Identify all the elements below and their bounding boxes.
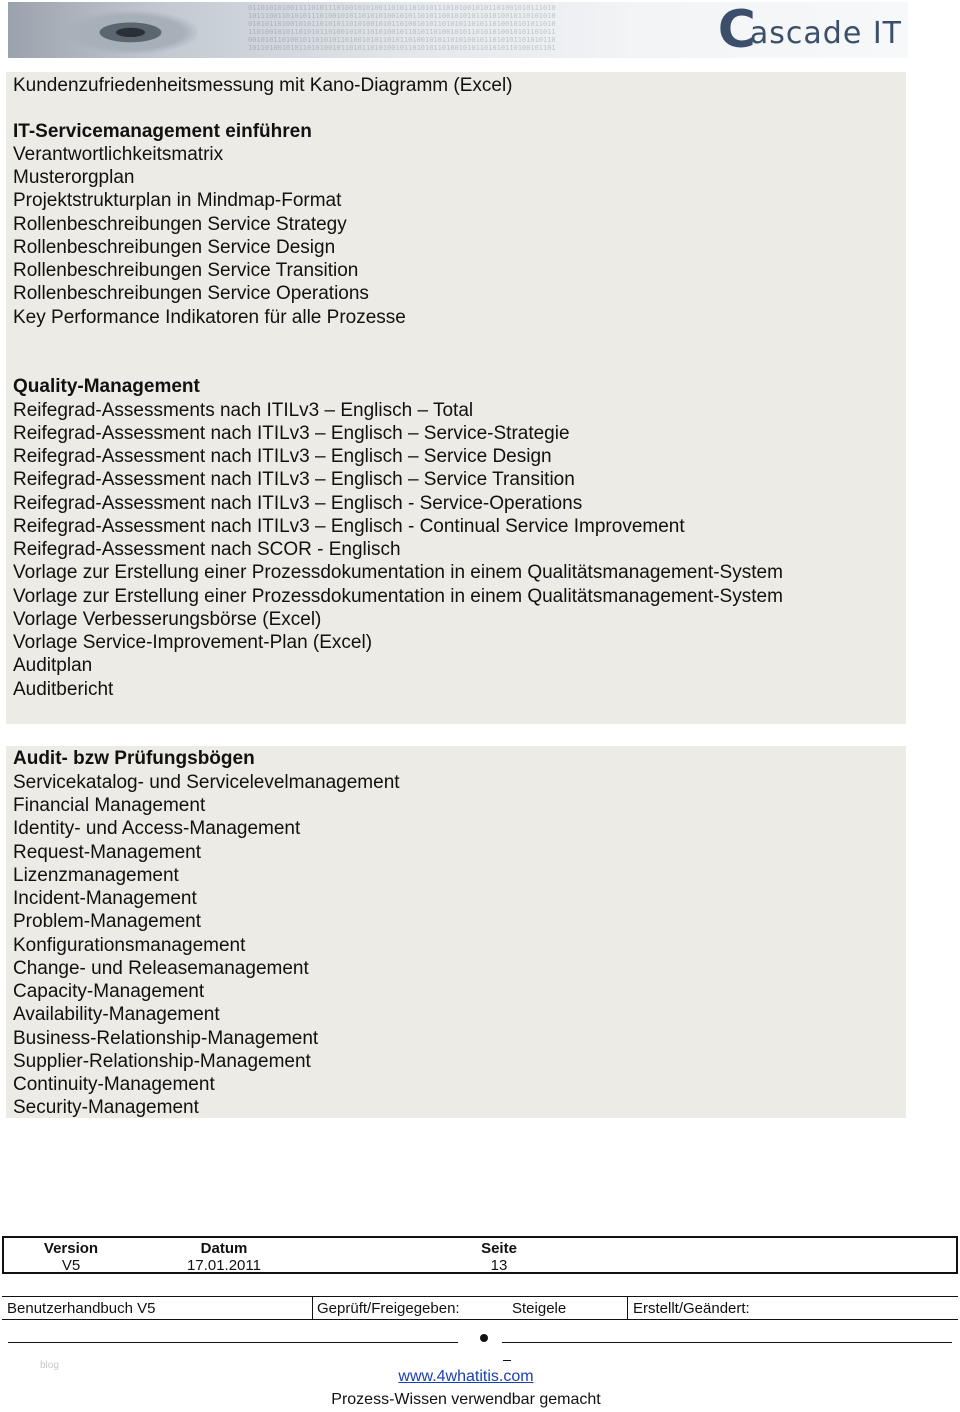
binary-pattern: 0110101010011110101110100101010011010110101011101010010101101001010111010 1011100110101011101001010110101010010101101011001010101101010010110101010 0101011010010101101010110101001010110100101011010101101011010010101011010 1101001010110101011010010101101010010110101101001010110101010010101101011 0010101101001011010101101001010110101101001010110101001011010101101010110 1011010010101101010010110101101010010110101011010010101101010110100101101 xyxy=(248,4,556,52)
doc-line: Continuity-Management xyxy=(13,1074,215,1095)
footer-slogan: Prozess-Wissen verwendbar gemacht xyxy=(331,1391,601,1408)
footer-dash xyxy=(503,1360,511,1361)
doc-line: Financial Management xyxy=(13,795,206,816)
doc-line: Reifegrad-Assessments nach ITILv3 – Englisch – Total xyxy=(13,400,474,421)
doc-line: Rollenbeschreibungen Service Strategy xyxy=(13,214,347,235)
section-heading: Audit- bzw Prüfungsbögen xyxy=(13,748,255,769)
doc-line: Lizenzmanagement xyxy=(13,865,179,886)
doc-line: Auditbericht xyxy=(13,679,114,700)
eye-image xyxy=(48,6,198,54)
document-list-panel xyxy=(6,72,906,724)
doc-line: Servicekatalog- und Servicelevelmanagement xyxy=(13,772,400,793)
doc-line: Verantwortlichkeitsmatrix xyxy=(13,144,224,165)
doc-line: Supplier-Relationship-Management xyxy=(13,1051,311,1072)
date-value: 17.01.2011 xyxy=(187,1257,261,1274)
doc-line: Rollenbeschreibungen Service Design xyxy=(13,237,336,258)
handbook-cell: Benutzerhandbuch V5 xyxy=(7,1300,156,1317)
doc-line: Security-Management xyxy=(13,1097,199,1118)
doc-line: Incident-Management xyxy=(13,888,197,909)
doc-line: Request-Management xyxy=(13,842,201,863)
doc-line: Reifegrad-Assessment nach ITILv3 – Englisch - Continual Service Improvement xyxy=(13,516,685,537)
doc-line: Rollenbeschreibungen Service Transition xyxy=(13,260,359,281)
doc-line: Reifegrad-Assessment nach ITILv3 – Englisch - Service-Operations xyxy=(13,493,583,514)
date-label: Datum xyxy=(200,1240,248,1257)
doc-line: Rollenbeschreibungen Service Operations xyxy=(13,283,369,304)
footer-rule xyxy=(8,1342,458,1343)
doc-line: Capacity-Management xyxy=(13,981,205,1002)
doc-line: Business-Relationship-Management xyxy=(13,1028,319,1049)
header-banner xyxy=(8,2,908,58)
website-link[interactable]: www.4whatitis.com xyxy=(398,1368,534,1385)
doc-line: Availability-Management xyxy=(13,1004,220,1025)
checked-label: Geprüft/Freigegeben: xyxy=(317,1300,460,1317)
doc-line: Musterorgplan xyxy=(13,167,135,188)
doc-line: Reifegrad-Assessment nach SCOR - Englisch xyxy=(13,539,401,560)
version-label: Version xyxy=(43,1240,99,1257)
doc-line: Auditplan xyxy=(13,655,93,676)
doc-line: Konfigurationsmanagement xyxy=(13,935,246,956)
blog-watermark: blog xyxy=(40,1360,59,1371)
doc-line: Vorlage zur Erstellung einer Prozessdokumentation in einem Qualitätsmanagement-System xyxy=(13,586,783,607)
doc-line: Identity- und Access-Management xyxy=(13,818,301,839)
doc-line: Problem-Management xyxy=(13,911,201,932)
footer-rule xyxy=(502,1342,952,1343)
doc-line: Reifegrad-Assessment nach ITILv3 – Englisch – Service Design xyxy=(13,446,552,467)
logo-initial: C xyxy=(717,2,756,58)
doc-line: Change- und Releasemanagement xyxy=(13,958,309,979)
version-table xyxy=(2,1236,958,1274)
page-value: 13 xyxy=(490,1257,508,1274)
bullet-dot xyxy=(480,1334,488,1342)
doc-line: Key Performance Indikatoren für alle Prozesse xyxy=(13,307,406,328)
doc-line: Reifegrad-Assessment nach ITILv3 – Englisch – Service Transition xyxy=(13,469,575,490)
page-label: Seite xyxy=(481,1240,517,1257)
version-value: V5 xyxy=(61,1257,81,1274)
section-heading: IT-Servicemanagement einführen xyxy=(13,121,312,142)
doc-line: Vorlage Verbesserungsbörse (Excel) xyxy=(13,609,322,630)
doc-line: Vorlage Service-Improvement-Plan (Excel) xyxy=(13,632,373,653)
doc-line: Projektstrukturplan in Mindmap-Format xyxy=(13,190,342,211)
cascade-it-logo xyxy=(717,2,902,58)
meta-table xyxy=(2,1296,958,1320)
doc-line: Vorlage zur Erstellung einer Prozessdokumentation in einem Qualitätsmanagement-System xyxy=(13,562,783,583)
doc-line: Reifegrad-Assessment nach ITILv3 – Englisch – Service-Strategie xyxy=(13,423,570,444)
section-heading: Quality-Management xyxy=(13,376,200,397)
created-label: Erstellt/Geändert: xyxy=(633,1300,750,1317)
logo-text: ascade IT xyxy=(749,16,902,51)
doc-line: Kundenzufriedenheitsmessung mit Kano-Diagramm (Excel) xyxy=(13,75,513,96)
audit-list-panel xyxy=(6,746,906,1118)
checked-value: Steigele xyxy=(512,1300,567,1317)
